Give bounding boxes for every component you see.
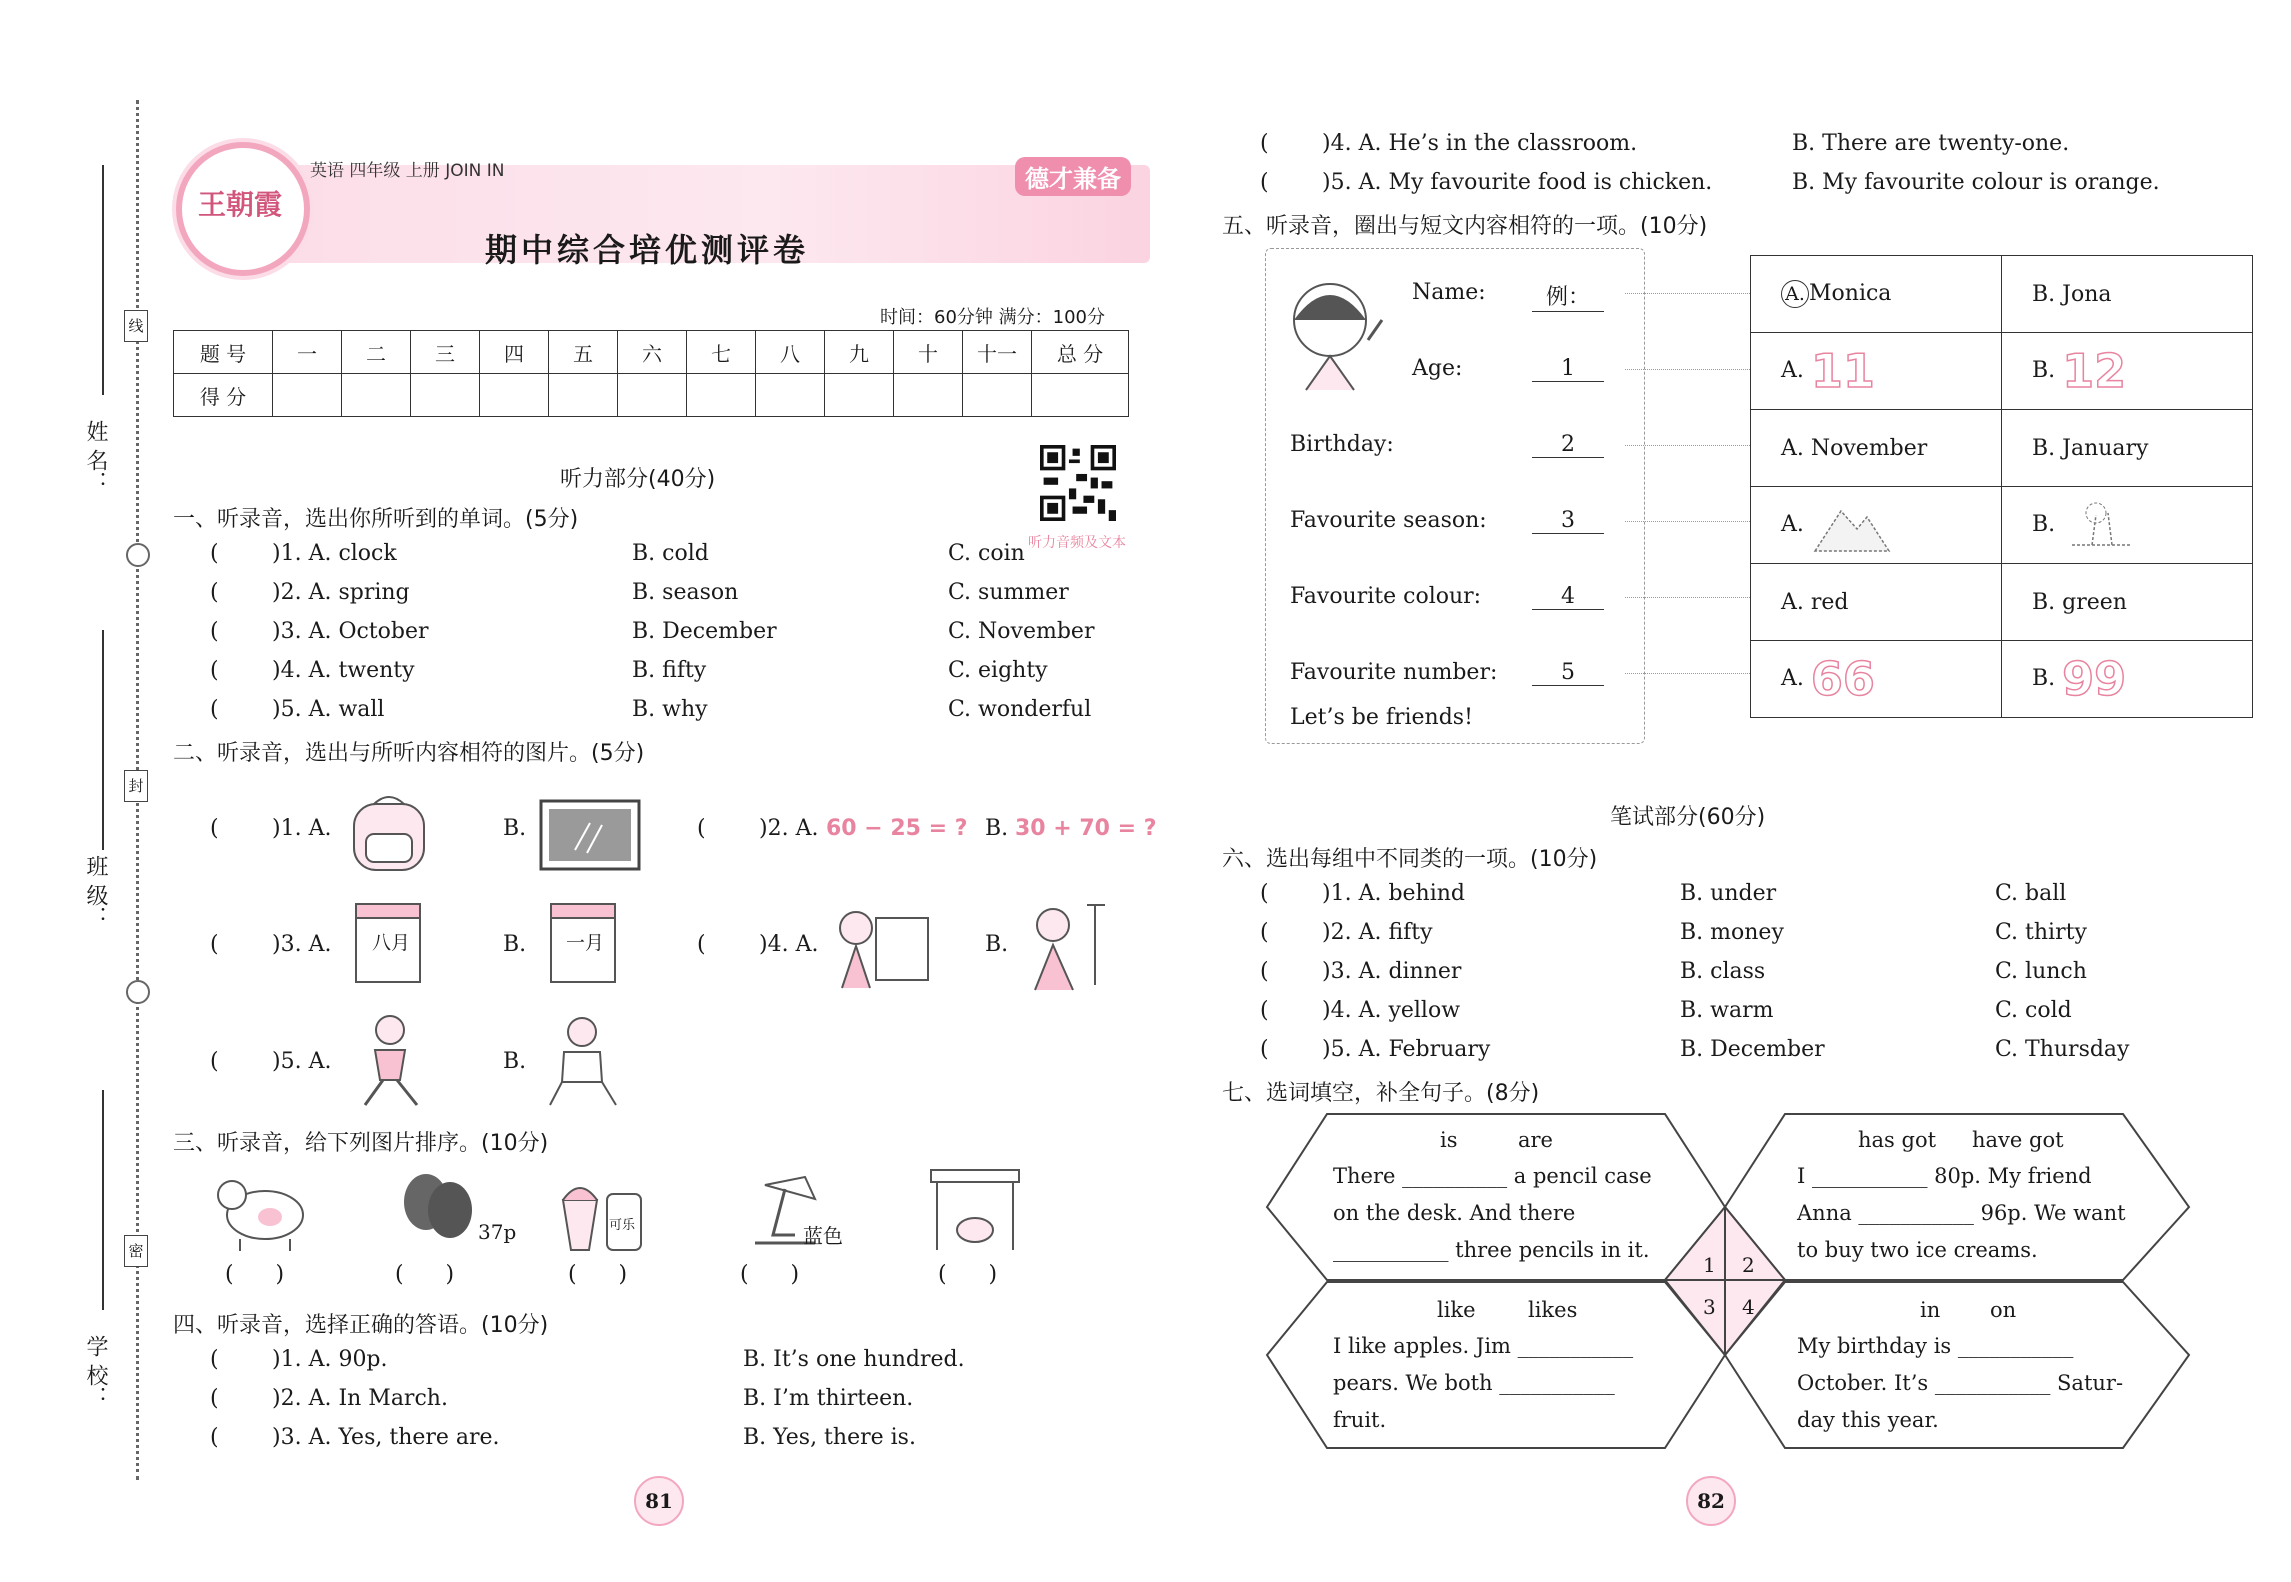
s1-q3-a: )3. A. October <box>272 619 429 644</box>
answer-paren[interactable]: ( ) <box>938 1262 998 1287</box>
qr-caption: 听力音频及文本 <box>1028 535 1126 551</box>
subject-line: 英语 四年级 上册 JOIN IN <box>310 161 505 181</box>
s6-q1-b: B. under <box>1680 881 1777 906</box>
section5-title: 五、听录音，圈出与短文内容相符的一项。(10分) <box>1222 214 1708 239</box>
answer-paren[interactable]: ( <box>210 658 219 683</box>
score-input-cell[interactable] <box>342 374 411 417</box>
s1-q2-c: C. summer <box>948 580 1069 605</box>
qr-code-icon[interactable] <box>1040 445 1116 521</box>
s1-q1-c: C. coin <box>948 541 1025 566</box>
dotted-connector <box>1625 445 1750 446</box>
dotted-connector <box>1625 293 1750 294</box>
name-line <box>102 165 104 395</box>
s4-q4-b: B. There are twenty-one. <box>1792 131 2070 156</box>
hex4-word: on <box>1990 1298 2017 1322</box>
s2-q4-a: )4. A. <box>759 932 819 957</box>
answer-paren[interactable]: ( ) <box>740 1262 800 1287</box>
s6-q5-c: C. Thursday <box>1995 1037 2130 1062</box>
score-input-cell[interactable] <box>411 374 480 417</box>
option-b-cell[interactable]: B. January <box>2002 410 2253 487</box>
hex3-line: fruit. <box>1333 1408 1387 1432</box>
hex1-line: on the desk. And there <box>1333 1201 1576 1225</box>
autumn-tree-icon <box>2062 495 2142 555</box>
field-colour-value: 4 <box>1532 584 1604 610</box>
field-birthday-label: Birthday: <box>1290 432 1394 457</box>
hex1-line: ___________ three pencils in it. <box>1333 1238 1650 1262</box>
hex1-word: is <box>1440 1128 1458 1152</box>
score-input-cell[interactable] <box>963 374 1032 417</box>
s2-q5-a: )5. A. <box>272 1049 332 1074</box>
s6-q4-b: B. warm <box>1680 998 1774 1023</box>
s4-q4-a: )4. A. He’s in the classroom. <box>1322 131 1638 156</box>
s2-q1-a: )1. A. <box>272 816 332 841</box>
answer-paren[interactable]: ( <box>210 697 219 722</box>
answer-paren[interactable]: ( <box>1260 881 1269 906</box>
hex4-line: day this year. <box>1797 1408 1939 1432</box>
field-birthday-blank[interactable] <box>1532 432 1604 458</box>
dotted-connector <box>1625 597 1750 598</box>
score-header-cell: 二 <box>342 331 411 374</box>
answer-paren[interactable]: ( <box>210 541 219 566</box>
binding-mark-xian: 线 <box>124 310 148 342</box>
s4-q1-b: B. It’s one hundred. <box>743 1347 965 1372</box>
options-row-colour <box>1751 564 2253 641</box>
answer-paren[interactable]: ( <box>697 816 706 841</box>
answer-paren[interactable]: ( <box>1260 170 1269 195</box>
hex1-text[interactable] <box>1333 1158 1652 1269</box>
score-input-cell[interactable] <box>273 374 342 417</box>
s2-q2-a: )2. A. <box>759 816 819 841</box>
s6-q2-b: B. money <box>1680 920 1784 945</box>
field-age-value: 1 <box>1532 356 1604 382</box>
option-a-text: Monica <box>1809 281 1892 306</box>
field-birthday-value: 2 <box>1532 432 1604 458</box>
s6-q1-c: C. ball <box>1995 881 2067 906</box>
answer-paren[interactable]: ( <box>210 1347 219 1372</box>
score-header-cell: 十 <box>894 331 963 374</box>
option-b-label: B. <box>2032 358 2056 383</box>
field-season-blank[interactable] <box>1532 508 1604 534</box>
price-label: 37p <box>478 1220 517 1244</box>
hex3-word: likes <box>1528 1298 1578 1322</box>
s6-q3-c: C. lunch <box>1995 959 2087 984</box>
answer-paren[interactable]: ( <box>1260 1037 1269 1062</box>
calendar-label: 八月 <box>372 932 411 954</box>
dotted-connector <box>1625 369 1750 370</box>
score-input-cell[interactable] <box>687 374 756 417</box>
field-season-label: Favourite season: <box>1290 508 1487 533</box>
cow-icon <box>210 1165 310 1255</box>
hex4-line: My birthday is ___________ <box>1797 1334 2074 1358</box>
s1-q5-a: )5. A. wall <box>272 697 385 722</box>
class-label: 班 级： <box>83 855 108 928</box>
field-number-blank[interactable] <box>1532 660 1604 686</box>
time-info: 时间：60分钟 满分：100分 <box>880 307 1105 328</box>
ice-cream-and-cola-icon <box>555 1170 650 1255</box>
field-name-value: 例： <box>1532 280 1604 312</box>
hex1-word: are <box>1518 1128 1553 1152</box>
s1-q5-c: C. wonderful <box>948 697 1092 722</box>
answer-paren[interactable]: ( <box>210 1386 219 1411</box>
score-header-cell: 十一 <box>963 331 1032 374</box>
option-a-cell[interactable] <box>1751 487 2002 564</box>
answer-paren[interactable]: ( <box>1260 131 1269 156</box>
option-b-cell[interactable] <box>2002 333 2253 410</box>
number-ninety-nine-outline: 99 <box>2062 652 2127 706</box>
circled-choice-mark: A. <box>1781 280 1809 308</box>
hex2-line: to buy two ice creams. <box>1797 1238 2038 1262</box>
option-b-cell[interactable]: B. green <box>2002 564 2253 641</box>
field-number-label: Favourite number: <box>1290 660 1498 685</box>
s4-q3-a: )3. A. Yes, there are. <box>272 1425 500 1450</box>
s4-q2-a: )2. A. In March. <box>272 1386 448 1411</box>
hex2-line: I ___________ 80p. My friend <box>1797 1164 2092 1188</box>
binding-mark-feng: 封 <box>124 770 148 802</box>
cola-label: 可乐 <box>609 1218 636 1233</box>
section6-title: 六、选出每组中不同类的一项。(10分) <box>1222 847 1598 872</box>
section4-title: 四、听录音，选择正确的答语。(10分) <box>173 1313 549 1338</box>
s2-q2-b-math: 30 + 70 = ? <box>1015 816 1157 841</box>
field-age-label: Age: <box>1412 356 1463 381</box>
s4-q1-a: )1. A. 90p. <box>272 1347 388 1372</box>
center-number: 1 <box>1703 1253 1716 1277</box>
s4-q2-b: B. I’m thirteen. <box>743 1386 914 1411</box>
boy-sitting-icon <box>540 1010 625 1110</box>
window-icon <box>535 795 645 875</box>
dotted-connector <box>1625 521 1750 522</box>
s4-q5-a: )5. A. My favourite food is chicken. <box>1322 170 1713 195</box>
center-number: 4 <box>1742 1295 1755 1319</box>
score-header-cell: 六 <box>618 331 687 374</box>
s1-q4-c: C. eighty <box>948 658 1048 683</box>
score-input-cell[interactable] <box>756 374 825 417</box>
score-header-cell: 题 号 <box>174 331 273 374</box>
option-b-label: B. <box>2032 512 2056 537</box>
binding-hole-icon <box>126 543 150 567</box>
field-season-value: 3 <box>1532 508 1604 534</box>
balloons-icon <box>400 1170 480 1255</box>
s6-q3-b: B. class <box>1680 959 1766 984</box>
listening-part-title: 听力部分(40分) <box>560 467 716 492</box>
hex2-text[interactable] <box>1797 1158 2126 1269</box>
option-b-label: B. <box>2032 666 2056 691</box>
s6-q5-b: B. December <box>1680 1037 1825 1062</box>
girl-waving-icon <box>1280 270 1390 395</box>
answer-paren[interactable]: ( <box>210 619 219 644</box>
answer-paren[interactable]: ( <box>1260 959 1269 984</box>
girl-by-door-icon <box>1015 895 1115 1000</box>
score-header-cell: 四 <box>480 331 549 374</box>
s2-q4-b: B. <box>985 932 1009 957</box>
score-header-cell: 三 <box>411 331 480 374</box>
s2-q3-a: )3. A. <box>272 932 332 957</box>
binding-hole-icon <box>126 980 150 1004</box>
boy-running-icon <box>345 1010 435 1110</box>
answer-paren[interactable]: ( <box>1260 920 1269 945</box>
options-table <box>1750 255 2253 718</box>
score-header-cell: 七 <box>687 331 756 374</box>
answer-paren[interactable]: ( <box>210 932 219 957</box>
answer-paren[interactable]: ( ) <box>395 1262 455 1287</box>
field-age-blank[interactable] <box>1532 356 1604 382</box>
options-row-season <box>1751 487 2253 564</box>
s1-q5-b: B. why <box>632 697 708 722</box>
score-label-cell: 得 分 <box>174 374 273 417</box>
score-input-cell[interactable] <box>1032 374 1129 417</box>
score-table-header-row <box>174 331 1129 374</box>
school-line <box>102 1090 104 1310</box>
option-b-cell[interactable]: B. Jona <box>2002 256 2253 333</box>
score-input-cell[interactable] <box>480 374 549 417</box>
hex2-word: have got <box>1972 1128 2064 1152</box>
field-name-blank[interactable] <box>1532 280 1604 312</box>
options-row-number <box>1751 641 2253 718</box>
field-colour-blank[interactable] <box>1532 584 1604 610</box>
answer-paren[interactable]: ( ) <box>568 1262 628 1287</box>
score-input-cell[interactable] <box>825 374 894 417</box>
page-number-left: 81 <box>634 1476 684 1526</box>
s6-q4-a: )4. A. yellow <box>1322 998 1461 1023</box>
hex4-text[interactable] <box>1797 1328 2123 1439</box>
s2-q5-b: B. <box>503 1049 527 1074</box>
s4-q3-b: B. Yes, there is. <box>743 1425 916 1450</box>
option-a-cell[interactable] <box>1751 333 2002 410</box>
options-row-birthday <box>1751 410 2253 487</box>
hex1-line: There __________ a pencil case <box>1333 1164 1652 1188</box>
score-input-cell[interactable] <box>618 374 687 417</box>
options-row-age <box>1751 333 2253 410</box>
option-a-cell[interactable]: A. red <box>1751 564 2002 641</box>
calendar-label: 一月 <box>566 932 605 954</box>
score-input-cell[interactable] <box>549 374 618 417</box>
answer-paren[interactable]: ( <box>210 1049 219 1074</box>
number-twelve-outline: 12 <box>2062 344 2127 398</box>
s2-q3-b: B. <box>503 932 527 957</box>
s6-q5-a: )5. A. February <box>1322 1037 1491 1062</box>
option-a-cell[interactable] <box>1751 256 2002 333</box>
answer-paren[interactable]: ( <box>210 580 219 605</box>
s2-q1-b: B. <box>503 816 527 841</box>
logo-text: 王朝霞 <box>197 188 282 221</box>
cat-under-table-icon <box>925 1160 1025 1255</box>
score-header-cell: 九 <box>825 331 894 374</box>
writing-part-title: 笔试部分(60分) <box>1610 805 1766 830</box>
number-sixty-six-outline: 66 <box>1810 652 1875 706</box>
snow-mountain-icon <box>1811 495 1891 555</box>
option-a-label: A. <box>1781 358 1804 383</box>
section7-title: 七、选词填空，补全句子。(8分) <box>1222 1081 1540 1106</box>
hex3-line: pears. We both ___________ <box>1333 1371 1615 1395</box>
field-number-value: 5 <box>1532 660 1604 686</box>
answer-paren[interactable]: ( <box>1260 998 1269 1023</box>
option-a-cell[interactable]: A. November <box>1751 410 2002 487</box>
hex2-line: Anna ___________ 96p. We want <box>1797 1201 2126 1225</box>
score-table-score-row <box>174 374 1129 417</box>
s1-q1-b: B. cold <box>632 541 709 566</box>
s4-q5-b: B. My favourite colour is orange. <box>1792 170 2160 195</box>
s6-q2-a: )2. A. fifty <box>1322 920 1433 945</box>
class-line <box>102 630 104 850</box>
s1-q4-b: B. fifty <box>632 658 707 683</box>
hex4-word: in <box>1920 1298 1941 1322</box>
section3-title: 三、听录音，给下列图片排序。(10分) <box>173 1131 549 1156</box>
hex4-line: October. It’s ___________ Satur- <box>1797 1371 2124 1395</box>
s1-q3-b: B. December <box>632 619 777 644</box>
closing-text: Let’s be friends! <box>1290 705 1473 730</box>
score-header-cell: 总 分 <box>1032 331 1129 374</box>
s1-q3-c: C. November <box>948 619 1095 644</box>
s6-q3-a: )3. A. dinner <box>1322 959 1462 984</box>
hex3-line: I like apples. Jim ___________ <box>1333 1334 1634 1358</box>
page-number-right: 82 <box>1686 1476 1736 1526</box>
hex2-word: has got <box>1858 1128 1937 1152</box>
section2-title: 二、听录音，选出与所听内容相符的图片。(5分) <box>173 741 645 766</box>
answer-paren[interactable]: ( <box>697 932 706 957</box>
score-input-cell[interactable] <box>894 374 963 417</box>
s1-q4-a: )4. A. twenty <box>272 658 415 683</box>
answer-paren[interactable]: ( ) <box>225 1262 285 1287</box>
s6-q1-a: )1. A. behind <box>1322 881 1465 906</box>
blue-color-label: 蓝色 <box>803 1224 843 1248</box>
center-number: 3 <box>1703 1295 1716 1319</box>
number-eleven-outline: 11 <box>1810 344 1875 398</box>
field-colour-label: Favourite colour: <box>1290 584 1482 609</box>
name-label: 姓 名： <box>83 420 108 493</box>
score-table <box>173 330 1129 417</box>
badge-decai: 德才兼备 <box>1015 157 1131 196</box>
backpack-icon <box>340 790 440 876</box>
s6-q2-c: C. thirty <box>1995 920 2087 945</box>
exam-title: 期中综合培优测评卷 <box>485 231 810 269</box>
score-header-cell: 五 <box>549 331 618 374</box>
hex3-word: like <box>1437 1298 1476 1322</box>
s6-q4-c: C. cold <box>1995 998 2072 1023</box>
binding-mark-mi: 密 <box>124 1235 148 1267</box>
option-a-label: A. <box>1781 666 1804 691</box>
s2-q2-b: B. <box>985 816 1009 841</box>
option-b-cell[interactable] <box>2002 487 2253 564</box>
s2-q2-a-math: 60 − 25 = ? <box>826 816 968 841</box>
option-a-label: A. <box>1781 512 1804 537</box>
center-number: 2 <box>1742 1253 1755 1277</box>
girl-at-desk-icon <box>826 898 936 998</box>
score-header-cell: 八 <box>756 331 825 374</box>
hex3-text[interactable] <box>1333 1328 1633 1439</box>
answer-paren[interactable]: ( <box>210 1425 219 1450</box>
dotted-connector <box>1625 673 1750 674</box>
s1-q2-a: )2. A. spring <box>272 580 410 605</box>
school-label: 学 校： <box>83 1335 108 1408</box>
option-a-cell[interactable] <box>1751 641 2002 718</box>
s1-q1-a: )1. A. clock <box>272 541 397 566</box>
answer-paren[interactable]: ( <box>210 816 219 841</box>
field-name-label: Name: <box>1412 280 1486 305</box>
s1-q2-b: B. season <box>632 580 739 605</box>
score-header-cell: 一 <box>273 331 342 374</box>
options-row-name <box>1751 256 2253 333</box>
option-b-cell[interactable] <box>2002 641 2253 718</box>
section1-title: 一、听录音，选出你所听到的单词。(5分) <box>173 507 579 532</box>
